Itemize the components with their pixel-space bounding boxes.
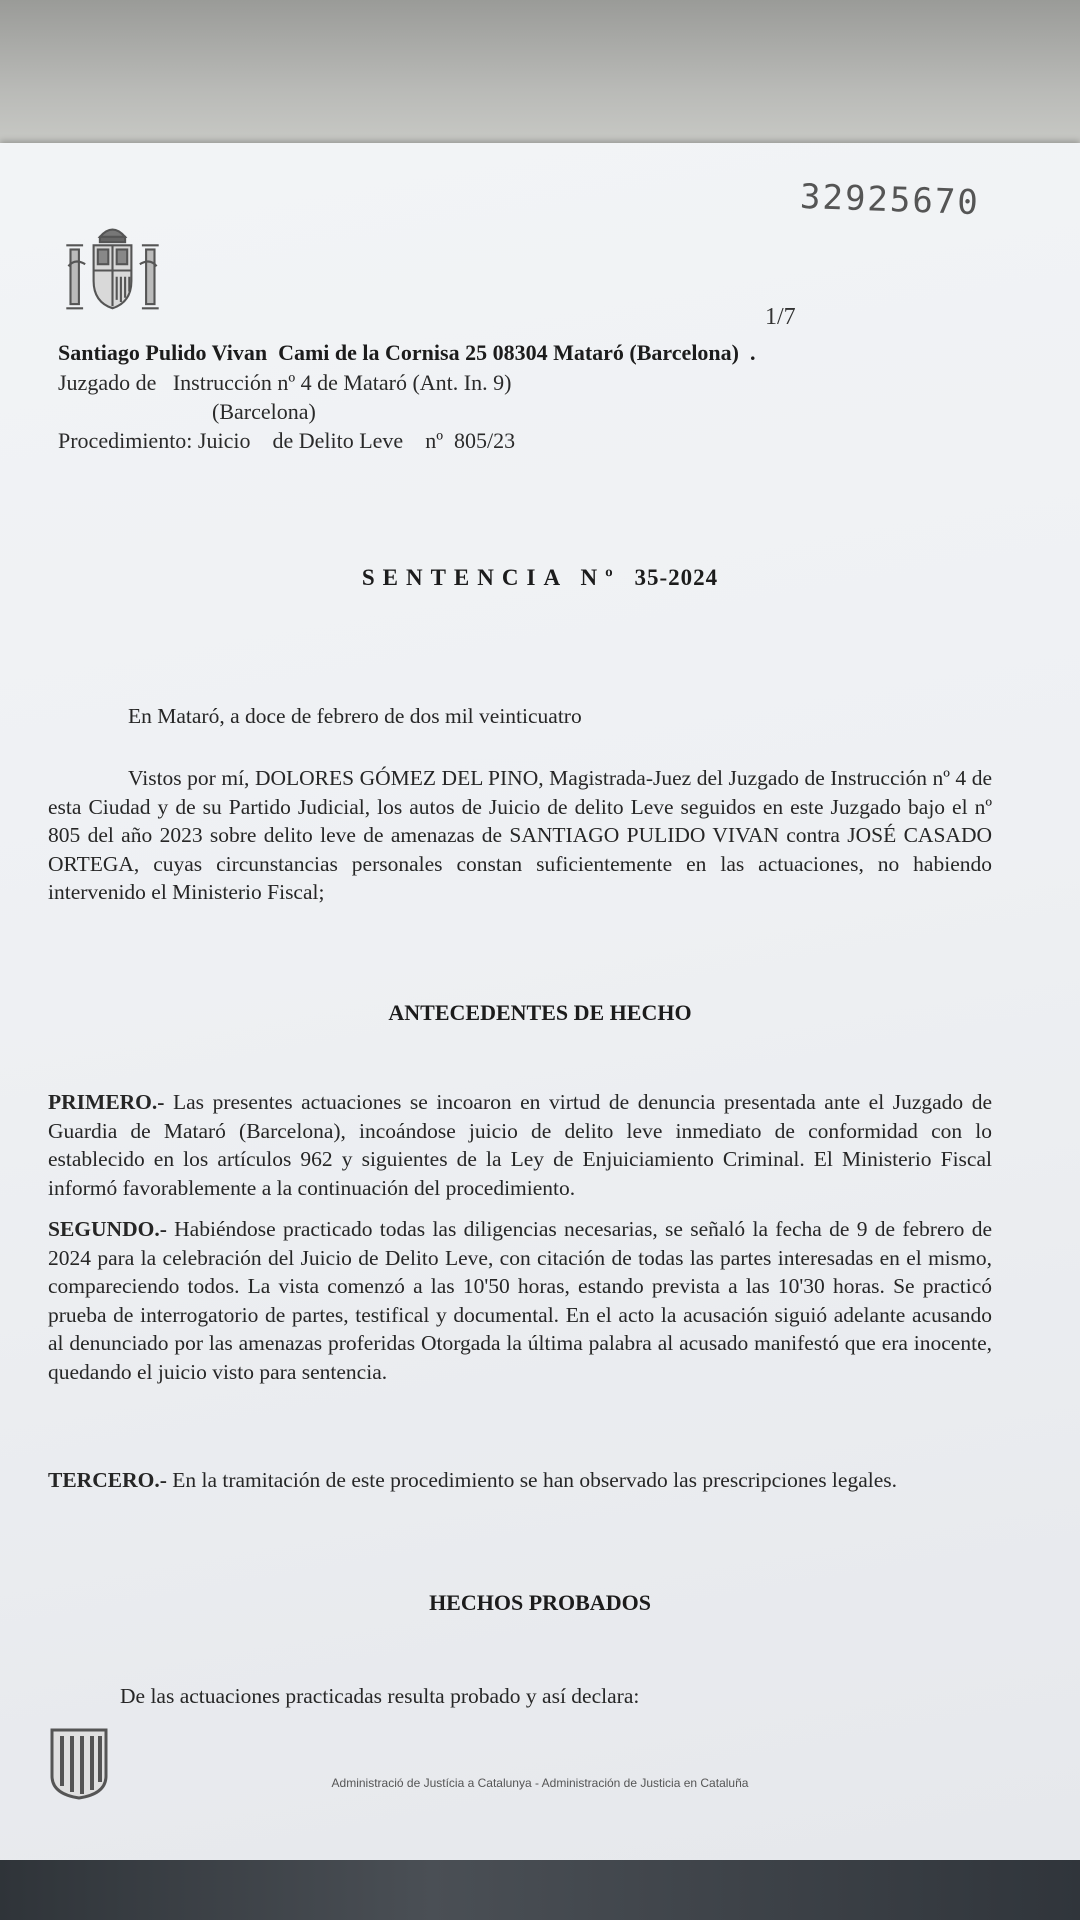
hechos-intro: De las actuaciones practicadas resulta probado y así declara: [120,1684,640,1708]
primero-lead: PRIMERO.- [48,1090,165,1114]
tercero-text: En la tramitación de este procedimiento se han observado las prescripciones legales. [166,1468,897,1492]
procedure-line: Procedimiento: Juicio de Delito Leve nº 805/23 [58,428,516,453]
segundo-text: Habiéndose practicado todas las diligencias necesarias, se señaló la fecha de 9 de febrero de 2024 para la celebración del Juicio de Delito Leve, con citación de todas las partes interesadas en el mismo, compareciendo todos. La vista comenzó a las 10'50 horas, estando prevista a las 10'30 horas. Se practicó prueba de interrogatorio de partes, testifical y documental. En el acto la acusación siguió adelante acusando al denunciado por las amenazas proferidas Otorgada la última palabra al acusado manifestó que era inocente, quedando el juicio visto para sentencia. [48,1217,992,1384]
floor-background [0,1860,1080,1920]
primero-paragraph [48,1088,992,1202]
sender-address: Santiago Pulido Vivan Cami de la Cornisa 25 08304 Mataró (Barcelona) . [58,340,756,365]
hechos-probados-heading: HECHOS PROBADOS [429,1590,651,1615]
vistos-paragraph: Vistos por mí, DOLORES GÓMEZ DEL PINO, Magistrada-Juez del Juzgado de Instrucción nº 4 de esta Ciudad y de su Partido Judicial, los autos de Juicio de delito Leve seguidos en este Juzgado bajo el nº 805 del año 2023 sobre delito leve de amenazas de SANTIAGO PULIDO VIVAN contra JOSÉ CASADO ORTEGA, cuyas circunstancias personales constan suficientemente en las actuaciones, no habiendo intervenido el Ministerio Fiscal; [48,766,992,904]
document-title [0,565,1080,591]
antecedentes-heading: ANTECEDENTES DE HECHO [388,1000,692,1025]
sentencia-number: 35-2024 [634,565,719,590]
tercero-lead: TERCERO.- [48,1468,167,1492]
date-line: En Mataró, a doce de febrero de dos mil veinticuatro [128,704,582,728]
spain-coat-of-arms-icon [60,218,165,323]
segundo-lead: SEGUNDO.- [48,1217,167,1241]
tercero-paragraph [48,1466,992,1495]
segundo-paragraph [48,1215,992,1386]
sentencia-label: SENTENCIA Nº [361,565,621,590]
page-number: 1/7 [765,304,796,330]
handwritten-number: 32925670 [799,176,981,224]
primero-text: Las presentes actuaciones se incoaron en virtud de denuncia presentada ante el Juzgado de Guardia de Mataró (Barcelona), incoándose juicio de delito leve inmediato de conformidad con lo establecido en los artículos 962 y siguientes de la Ley de Enjuiciamiento Criminal. El Ministerio Fiscal informó favorablemente a la continuación del procedimiento. [48,1090,992,1200]
court-city: (Barcelona) [212,399,316,424]
footer-text: Administració de Justícia a Catalunya - Administración de Justicia en Cataluña [331,1776,749,1790]
court-name: Juzgado de Instrucción nº 4 de Mataró (Ant. In. 9) [58,370,512,395]
desk-background [0,0,1080,150]
